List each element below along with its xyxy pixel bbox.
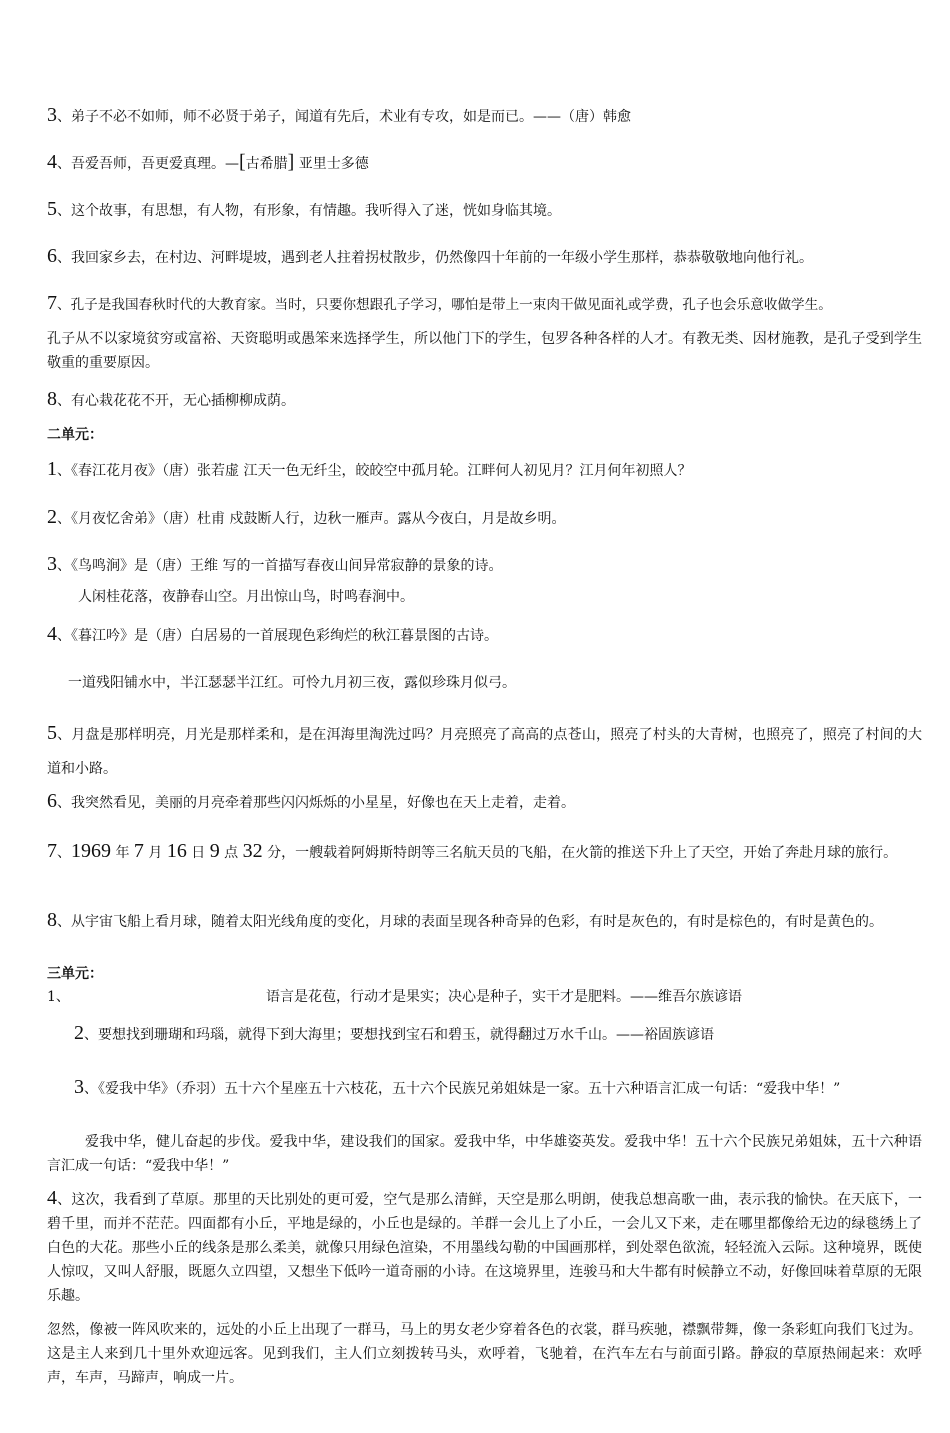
item-number: 4 [47, 1187, 57, 1209]
hour-unit: 点 [219, 845, 243, 861]
item-number: 3 [74, 1076, 84, 1098]
item-text: 、我回家乡去，在村边、河畔堤坡，遇到老人拄着拐杖散步，仍然像四十年前的一年级小学生那样，恭恭敬敬地向他行礼。 [57, 250, 813, 266]
item-number: 7 [47, 292, 57, 314]
quote-5 [47, 198, 922, 222]
item-number: 1 [47, 458, 57, 480]
item-text: 、这次，我看到了草原。那里的天比别处的更可爱，空气是那么清鲜，天空是那么明朗，使我总想高歌一曲，表示我的愉快。在天底下，一碧千里，而并不茫茫。四面都有小丘，平地是绿的，小丘也是绿的。羊群一会儿上了小丘，一会儿又下来，走在哪里都像给无边的绿毯绣上了白色的大花。那些小丘的线条是那么柔美，就像只用绿色渲染，不用墨线勾勒的中国画那样，到处翠色欲流，轻轻流入云际。这种境界，既使人惊叹，又叫人舒服，既愿久立四望，又想坐下低吟一道奇丽的小诗。在这境界里，连骏马和大牛都有时候静立不动，好像回味着草原的无限乐趣。 [47, 1192, 922, 1304]
unit3-item-4-continued: 忽然，像被一阵风吹来的，远处的小丘上出现了一群马，马上的男女老少穿着各色的衣裳，群马疾驰，襟飘带舞，像一条彩虹向我们飞过为。这是主人来到几十里外欢迎远客。见到我们，主人们立刻拨转马头，欢呼着，飞驰着，在汽车左右与前面引路。静寂的草原热闹起来：欢呼声，车声，马蹄声，响成一片。 [47, 1322, 922, 1386]
unit2-item-3-poem: 人闲桂花落，夜静春山空。月出惊山鸟，时鸣春涧中。 [78, 589, 414, 605]
unit3-item-3-continued: 爱我中华，健儿奋起的步伐。爱我中华，建设我们的国家。爱我中华，中华雄姿英发。爱我中华！五十六个民族兄弟姐妹，五十六种语言汇成一句话：“爱我中华！” [47, 1134, 922, 1174]
item-text-rest: 分，一艘载着阿姆斯特朗等三名航天员的飞船，在火箭的推送下升上了天空，开始了奔赴月球的旅行。 [262, 845, 898, 861]
quote-4 [47, 151, 922, 175]
unit2-item-1 [47, 458, 922, 482]
year: 1969 [71, 840, 111, 862]
item-number: 2 [74, 1022, 84, 1044]
item-text-mid: 古希腊 [245, 156, 288, 172]
item-text: 、这个故事，有思想，有人物，有形象，有情趣。我听得入了迷，恍如身临其境。 [57, 203, 561, 219]
quote-7-continued: 孔子从不以家境贫穷或富裕、天资聪明或愚笨来选择学生，所以他门下的学生，包罗各种各样的人才。有教无类、因材施教，是孔子受到学生敬重的重要原因。 [47, 331, 922, 371]
item-number: 5 [47, 722, 57, 744]
item-text: 、从宇宙飞船上看月球，随着太阳光线角度的变化，月球的表面呈现各种奇异的色彩，有时是灰色的，有时是棕色的，有时是黄色的。 [57, 914, 883, 930]
item-text: 、《鸟鸣涧》是（唐）王维 写的一首描写春夜山间异常寂静的景象的诗。 [57, 558, 503, 574]
item-number: 6 [47, 245, 57, 267]
unit2-item-8 [47, 905, 922, 938]
item-number: 4 [47, 151, 57, 173]
item-number: 3 [47, 553, 57, 575]
unit2-item-3 [47, 553, 922, 577]
item-number: 8 [47, 909, 57, 931]
unit2-item-4-poem: 一道残阳铺水中，半江瑟瑟半江红。可怜九月初三夜，露似珍珠月似弓。 [68, 675, 516, 691]
item-number: 5 [47, 198, 57, 220]
item-text: 、吾爱吾师，吾更爱真理。— [57, 156, 239, 172]
item-text: 、《月夜忆舍弟》（唐）杜甫 戍鼓断人行，边秋一雁声。露从今夜白，月是故乡明。 [57, 511, 566, 527]
item-text: 、《春江花月夜》（唐）张若虚 江天一色无纤尘，皎皎空中孤月轮。江畔何人初见月？江月何年初照人？ [57, 463, 692, 479]
item-text: 、有心栽花花不开，无心插柳柳成荫。 [57, 393, 295, 409]
item-number: 3 [47, 104, 57, 126]
unit3-item-3 [74, 1070, 922, 1106]
month: 7 [133, 840, 144, 862]
item-number: 8 [47, 388, 57, 410]
item-text: 、弟子不必不如师，师不必贤于弟子，闻道有先后，术业有专攻，如是而已。——（唐）韩愈 [57, 109, 631, 125]
unit2-heading: 二单元： [47, 427, 103, 443]
unit3-item-1-text: 语言是花苞，行动才是果实；决心是种子，实干才是肥料。——维吾尔族谚语 [266, 989, 742, 1005]
unit3-item-2 [74, 1022, 922, 1046]
unit2-item-2 [47, 506, 922, 530]
hour: 9 [209, 840, 220, 862]
quote-6 [47, 245, 922, 269]
item-number: 4 [47, 623, 57, 645]
item-text: 、孔子是我国春秋时代的大教育家。当时，只要你想跟孔子学习，哪怕是带上一束肉干做见面礼或学费，孔子也会乐意收做学生。 [57, 297, 832, 313]
item-text: 、我突然看见，美丽的月亮牵着那些闪闪烁烁的小星星，好像也在天上走着，走着。 [57, 795, 575, 811]
unit2-item-7 [47, 834, 922, 870]
unit2-item-6 [47, 790, 922, 814]
month-unit: 月 [143, 845, 167, 861]
item-text: 、要想找到珊瑚和玛瑙，就得下到大海里；要想找到宝石和碧玉，就得翻过万水千山。——裕固族谚语 [84, 1027, 714, 1043]
item-number: 6 [47, 790, 57, 812]
unit3-item-4 [47, 1186, 922, 1308]
item-text-author: 亚里士多德 [294, 156, 369, 172]
day-unit: 日 [186, 845, 210, 861]
unit3-item-1-number: 1、 [47, 989, 70, 1005]
item-number: 7 [47, 840, 57, 862]
minute: 32 [242, 840, 263, 862]
bracket-right: ] [287, 151, 295, 173]
quote-3 [47, 104, 922, 128]
item-text: 、月盘是那样明亮，月光是那样柔和，是在洱海里淘洗过吗？月亮照亮了高高的点苍山，照亮了村头的大青树，也照亮了，照亮了村间的大道和小路。 [47, 727, 922, 777]
bracket-left: [ [239, 151, 246, 173]
quote-7 [47, 292, 932, 316]
year-unit: 年 [111, 845, 134, 861]
unit3-heading: 三单元： [47, 966, 103, 982]
unit2-item-4 [47, 623, 922, 647]
item-text: 、《暮江吟》是（唐）白居易的一首展现色彩绚烂的秋江暮景图的古诗。 [57, 628, 498, 644]
quote-8 [47, 388, 922, 412]
unit2-item-5 [47, 716, 922, 786]
item-text: 、 [57, 845, 71, 861]
day: 16 [166, 840, 187, 862]
item-number: 2 [47, 506, 57, 528]
item-text: 、《爱我中华》（乔羽）五十六个星座五十六枝花，五十六个民族兄弟姐妹是一家。五十六种语言汇成一句话：“爱我中华！” [84, 1081, 841, 1097]
